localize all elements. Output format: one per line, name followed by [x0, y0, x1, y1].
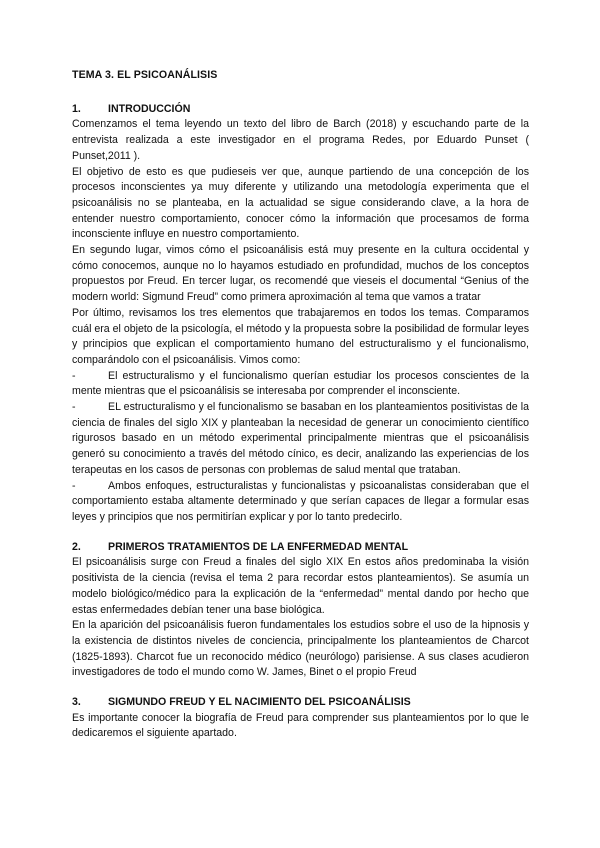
document-title: TEMA 3. EL PSICOANÁLISIS	[72, 69, 218, 81]
section-introduccion	[72, 102, 529, 526]
section-spacer	[72, 526, 529, 540]
bullet-text: Ambos enfoques, estructuralistas y funcionalistas y psicoanalistas consideraban que el comportamiento estaba altamente determinado y que serían capaces de llegar a formular esas leyes y principios que nos permitirían explicar y por lo tanto predecirlo.	[72, 479, 529, 523]
bullet-item	[72, 400, 529, 479]
paragraph: El psicoanálisis surge con Freud a finales del siglo XIX En estos años predominaba la visión positivista de la ciencia (revisa el tema 2 para recordar estos planteamientos). Se asumía un modelo biológico/médico para la explicación de la “enfermedad” mental dando por hecho que estas enfermedades debían tener una base biológica.	[72, 556, 529, 616]
paragraph: Por último, revisamos los tres elementos que trabajaremos en todos los temas. Comparamos cuál era el objeto de la psicología, el método y la propuesta sobre la posibilidad de formular leyes y principios que explican el comportamiento humano del estructuralismo y el funcionalismo, comparándolo con el psicoanálisis. Vimos como:	[72, 306, 529, 366]
paragraph: Comenzamos el tema leyendo un texto del libro de Barch (2018) y escuchando parte de la entrevista realizada a este investigador en el programa Redes, por Eduardo Punset ( Punset,2011 ).	[72, 118, 529, 162]
paragraph: En la aparición del psicoanálisis fueron fundamentales los estudios sobre el uso de la hipnosis y la existencia de distintos niveles de conciencia, principalmente los planteamientos de Charcot (1825-1893). Charcot fue un reconocido médico (neurólogo) parisiense. A sus clases acudieron investigadores de todo el mundo como W. James, Binet o el propio Freud	[72, 619, 529, 679]
paragraph: En segundo lugar, vimos cómo el psicoanálisis está muy presente en la cultura occidental y cómo conocemos, aunque no lo hayamos estudiado en profundidad, muchos de los conceptos propuestos por Freud. En tercer lugar, os recomendé que vieseis el documental “Genius of the modern world: Sigmund Freud” como primera aproximación al tema que vamos a tratar	[72, 244, 529, 304]
section-number: 1.	[72, 102, 81, 115]
bullet-item	[72, 369, 529, 400]
section-title: PRIMEROS TRATAMIENTOS DE LA ENFERMEDAD MENTAL	[108, 540, 409, 553]
bullet-text: EL estructuralismo y el funcionalismo se basaban en los planteamientos positivistas de la ciencia de finales del siglo XIX y planteaban la necesidad de generar un conocimiento científico rigurosos basado en un método experimental principalmente mientras que el psicoanálisis generó su conocimiento a través del método cínico, es decir, analizando las experiencias de los terapeutas en los casos de personas con problemas de salud mental que trataban.	[72, 401, 529, 476]
section-title: INTRODUCCIÓN	[108, 102, 191, 115]
section-heading	[72, 540, 529, 556]
document-page	[72, 68, 529, 742]
paragraph: El objetivo de esto es que pudieseis ver que, aunque partiendo de una concepción de los procesos inconscientes ya muy diferente y utilizando una metodología experimenta que el psicoanálisis no se planteaba, en la actualidad se sigue considerando clave, a la hora de entender nuestro comportamiento, conocer cómo la información que procesamos de forma inconsciente influye en nuestro comportamiento.	[72, 165, 529, 241]
section-primeros-tratamientos	[72, 540, 529, 681]
bullet-text: El estructuralismo y el funcionalismo querían estudiar los procesos conscientes de la mente mientras que el psicoanálisis se interesaba por comprender el inconsciente.	[72, 369, 529, 398]
section-number: 2.	[72, 540, 81, 553]
section-title: SIGMUNDO FREUD Y EL NACIMIENTO DEL PSICOANÁLISIS	[108, 696, 411, 709]
section-heading	[72, 695, 529, 711]
section-sigmundo-freud	[72, 695, 529, 742]
section-heading	[72, 102, 529, 118]
section-spacer	[72, 681, 529, 695]
section-number: 3.	[72, 696, 81, 709]
paragraph: Es importante conocer la biografía de Freud para comprender sus planteamientos por lo que le dedicaremos el siguiente apartado.	[72, 711, 529, 740]
bullet-item	[72, 479, 529, 526]
bullet-marker: -	[72, 479, 76, 492]
bullet-marker: -	[72, 369, 76, 382]
bullet-marker: -	[72, 401, 76, 414]
